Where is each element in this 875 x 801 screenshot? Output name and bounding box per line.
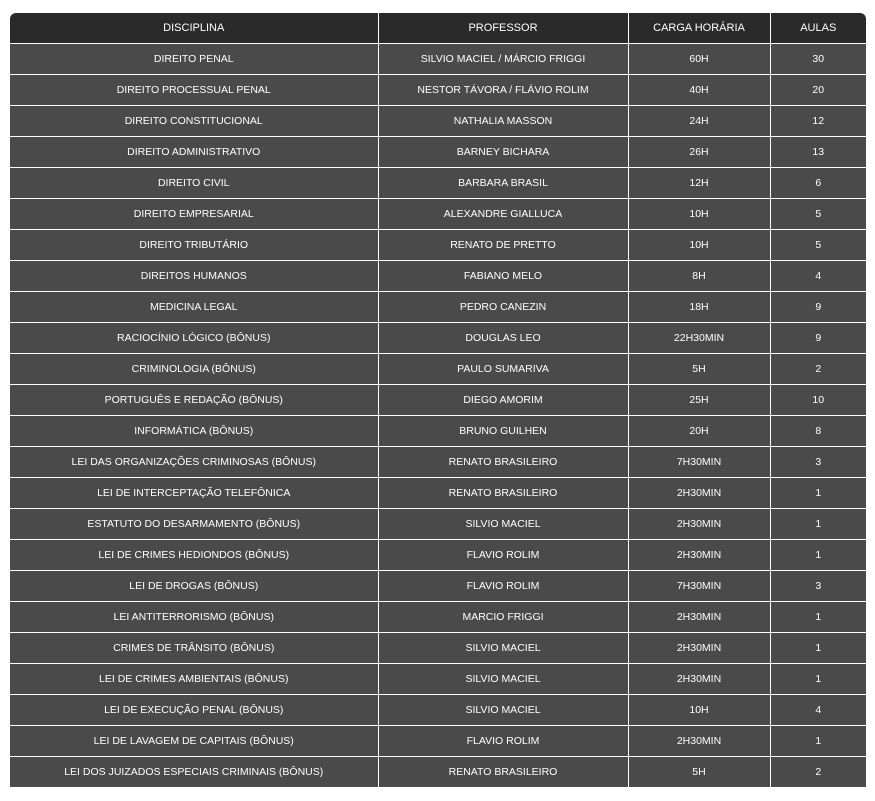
cell-disciplina: ESTATUTO DO DESARMAMENTO (BÔNUS): [10, 509, 378, 540]
cell-carga-horaria: 25H: [628, 385, 770, 416]
cell-professor: NATHALIA MASSON: [378, 106, 628, 137]
cell-disciplina: INFORMÁTICA (BÔNUS): [10, 416, 378, 447]
cell-aulas: 5: [770, 199, 866, 230]
cell-aulas: 1: [770, 633, 866, 664]
cell-aulas: 10: [770, 385, 866, 416]
header-disciplina: DISCIPLINA: [10, 13, 378, 44]
cell-professor: RENATO BRASILEIRO: [378, 478, 628, 509]
table-row: [10, 602, 866, 633]
cell-carga-horaria: 7H30MIN: [628, 447, 770, 478]
table-row: [10, 416, 866, 447]
cell-aulas: 4: [770, 695, 866, 726]
table-row: [10, 695, 866, 726]
cell-carga-horaria: 2H30MIN: [628, 726, 770, 757]
cell-professor: FABIANO MELO: [378, 261, 628, 292]
cell-carga-horaria: 8H: [628, 261, 770, 292]
cell-aulas: 20: [770, 75, 866, 106]
cell-carga-horaria: 2H30MIN: [628, 540, 770, 571]
table-row: [10, 261, 866, 292]
table-row: [10, 44, 866, 75]
cell-aulas: 1: [770, 602, 866, 633]
cell-carga-horaria: 5H: [628, 757, 770, 788]
cell-aulas: 13: [770, 137, 866, 168]
cell-professor: SILVIO MACIEL: [378, 633, 628, 664]
table-body: [10, 44, 866, 788]
cell-aulas: 1: [770, 478, 866, 509]
cell-disciplina: PORTUGUÊS E REDAÇÃO (BÔNUS): [10, 385, 378, 416]
cell-professor: BARBARA BRASIL: [378, 168, 628, 199]
cell-disciplina: MEDICINA LEGAL: [10, 292, 378, 323]
cell-disciplina: DIREITO ADMINISTRATIVO: [10, 137, 378, 168]
cell-disciplina: DIREITO CONSTITUCIONAL: [10, 106, 378, 137]
table-row: [10, 137, 866, 168]
table-row: [10, 664, 866, 695]
table-row: [10, 385, 866, 416]
cell-professor: RENATO DE PRETTO: [378, 230, 628, 261]
cell-aulas: 5: [770, 230, 866, 261]
header-professor: PROFESSOR: [378, 13, 628, 44]
cell-aulas: 1: [770, 664, 866, 695]
table-row: [10, 447, 866, 478]
table-row: [10, 633, 866, 664]
cell-professor: SILVIO MACIEL / MÁRCIO FRIGGI: [378, 44, 628, 75]
cell-carga-horaria: 24H: [628, 106, 770, 137]
cell-professor: NESTOR TÁVORA / FLÁVIO ROLIM: [378, 75, 628, 106]
cell-carga-horaria: 2H30MIN: [628, 664, 770, 695]
cell-aulas: 4: [770, 261, 866, 292]
cell-professor: ALEXANDRE GIALLUCA: [378, 199, 628, 230]
cell-professor: PEDRO CANEZIN: [378, 292, 628, 323]
cell-disciplina: LEI DE CRIMES AMBIENTAIS (BÔNUS): [10, 664, 378, 695]
table-row: [10, 106, 866, 137]
cell-disciplina: LEI DE EXECUÇÃO PENAL (BÔNUS): [10, 695, 378, 726]
cell-disciplina: RACIOCÍNIO LÓGICO (BÔNUS): [10, 323, 378, 354]
table-row: [10, 292, 866, 323]
table-row: [10, 571, 866, 602]
table-row: [10, 540, 866, 571]
cell-carga-horaria: 5H: [628, 354, 770, 385]
cell-professor: DIEGO AMORIM: [378, 385, 628, 416]
cell-disciplina: LEI DE INTERCEPTAÇÃO TELEFÔNICA: [10, 478, 378, 509]
cell-professor: PAULO SUMARIVA: [378, 354, 628, 385]
cell-professor: SILVIO MACIEL: [378, 509, 628, 540]
table-row: [10, 726, 866, 757]
cell-carga-horaria: 2H30MIN: [628, 602, 770, 633]
table-row: [10, 230, 866, 261]
cell-disciplina: LEI DE DROGAS (BÔNUS): [10, 571, 378, 602]
header-row: [10, 13, 866, 44]
table-row: [10, 757, 866, 788]
cell-aulas: 3: [770, 571, 866, 602]
cell-aulas: 9: [770, 323, 866, 354]
cell-aulas: 3: [770, 447, 866, 478]
cell-disciplina: LEI DAS ORGANIZAÇÕES CRIMINOSAS (BÔNUS): [10, 447, 378, 478]
cell-carga-horaria: 7H30MIN: [628, 571, 770, 602]
cell-disciplina: CRIMINOLOGIA (BÔNUS): [10, 354, 378, 385]
table-header: [10, 13, 866, 44]
cell-disciplina: DIREITO EMPRESARIAL: [10, 199, 378, 230]
cell-disciplina: DIREITOS HUMANOS: [10, 261, 378, 292]
course-table: [10, 13, 866, 787]
cell-aulas: 2: [770, 354, 866, 385]
cell-disciplina: LEI DE LAVAGEM DE CAPITAIS (BÔNUS): [10, 726, 378, 757]
table-row: [10, 168, 866, 199]
cell-carga-horaria: 10H: [628, 199, 770, 230]
cell-professor: FLAVIO ROLIM: [378, 540, 628, 571]
cell-carga-horaria: 10H: [628, 695, 770, 726]
cell-aulas: 1: [770, 509, 866, 540]
cell-disciplina: DIREITO PENAL: [10, 44, 378, 75]
cell-aulas: 6: [770, 168, 866, 199]
cell-professor: BRUNO GUILHEN: [378, 416, 628, 447]
cell-carga-horaria: 22H30MIN: [628, 323, 770, 354]
header-aulas: AULAS: [770, 13, 866, 44]
cell-disciplina: LEI DE CRIMES HEDIONDOS (BÔNUS): [10, 540, 378, 571]
cell-professor: RENATO BRASILEIRO: [378, 447, 628, 478]
cell-aulas: 1: [770, 540, 866, 571]
table-row: [10, 509, 866, 540]
cell-carga-horaria: 40H: [628, 75, 770, 106]
table-row: [10, 75, 866, 106]
cell-carga-horaria: 12H: [628, 168, 770, 199]
cell-professor: FLAVIO ROLIM: [378, 726, 628, 757]
cell-aulas: 9: [770, 292, 866, 323]
header-carga-horaria: CARGA HORÁRIA: [628, 13, 770, 44]
cell-aulas: 30: [770, 44, 866, 75]
cell-professor: DOUGLAS LEO: [378, 323, 628, 354]
table-row: [10, 323, 866, 354]
cell-disciplina: DIREITO CIVIL: [10, 168, 378, 199]
cell-disciplina: LEI DOS JUIZADOS ESPECIAIS CRIMINAIS (BÔNUS): [10, 757, 378, 788]
cell-aulas: 8: [770, 416, 866, 447]
table-row: [10, 354, 866, 385]
course-table-container: [10, 13, 866, 787]
cell-disciplina: DIREITO TRIBUTÁRIO: [10, 230, 378, 261]
cell-disciplina: CRIMES DE TRÂNSITO (BÔNUS): [10, 633, 378, 664]
cell-carga-horaria: 60H: [628, 44, 770, 75]
cell-professor: RENATO BRASILEIRO: [378, 757, 628, 788]
cell-disciplina: LEI ANTITERRORISMO (BÔNUS): [10, 602, 378, 633]
cell-professor: BARNEY BICHARA: [378, 137, 628, 168]
cell-professor: SILVIO MACIEL: [378, 664, 628, 695]
cell-carga-horaria: 2H30MIN: [628, 633, 770, 664]
cell-carga-horaria: 2H30MIN: [628, 509, 770, 540]
cell-professor: MARCIO FRIGGI: [378, 602, 628, 633]
cell-carga-horaria: 26H: [628, 137, 770, 168]
cell-aulas: 12: [770, 106, 866, 137]
cell-aulas: 2: [770, 757, 866, 788]
cell-carga-horaria: 18H: [628, 292, 770, 323]
table-row: [10, 199, 866, 230]
cell-carga-horaria: 10H: [628, 230, 770, 261]
cell-aulas: 1: [770, 726, 866, 757]
cell-professor: FLAVIO ROLIM: [378, 571, 628, 602]
cell-professor: SILVIO MACIEL: [378, 695, 628, 726]
cell-disciplina: DIREITO PROCESSUAL PENAL: [10, 75, 378, 106]
cell-carga-horaria: 2H30MIN: [628, 478, 770, 509]
table-row: [10, 478, 866, 509]
cell-carga-horaria: 20H: [628, 416, 770, 447]
